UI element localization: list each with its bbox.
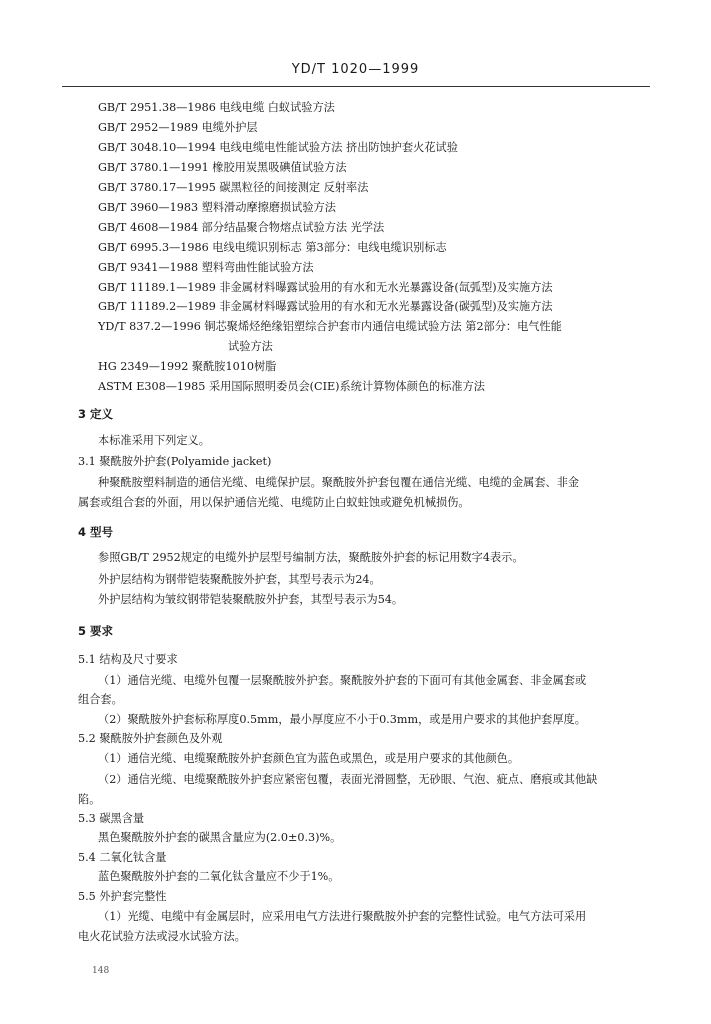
subsection-5-1-item: 组合套。	[78, 693, 123, 706]
reference-item: GB/T 11189.2—1989 非金属材料曝露试验用的有水和无水光暴露设备(碳弧型)及实施方法	[98, 300, 553, 313]
subsection-5-3-title: 5.3 碳黑含量	[78, 812, 145, 825]
reference-item: GB/T 2951.38—1986 电线电缆 白蚁试验方法	[98, 101, 335, 114]
subsection-5-1-title: 5.1 结构及尺寸要求	[78, 653, 178, 666]
definition-3-1-title: 3.1 聚酰胺外护套(Polyamide jacket)	[78, 455, 272, 468]
subsection-5-5-item: （1）光缆、电缆中有金属层时，应采用电气方法进行聚酰胺外护套的完整性试验。电气方法可采用	[98, 910, 587, 923]
section-4-title: 4 型号	[78, 525, 114, 539]
subsection-5-1-item: （1）通信光缆、电缆外包覆一层聚酰胺外护套。聚酰胺外护套的下面可有其他金属套、非金属套或	[98, 674, 587, 687]
reference-item: HG 2349—1992 聚酰胺1010树脂	[98, 360, 277, 373]
reference-item: GB/T 3960—1983 塑料滑动摩擦磨损试验方法	[98, 201, 336, 214]
subsection-5-5-title: 5.5 外护套完整性	[78, 890, 167, 903]
header-rule	[62, 86, 650, 87]
section-3-intro: 本标准采用下列定义。	[98, 434, 210, 447]
section-4-paragraph: 外护层结构为钢带铠装聚酰胺外护套，其型号表示为24。	[98, 573, 381, 586]
reference-item: GB/T 9341—1988 塑料弯曲性能试验方法	[98, 261, 314, 274]
reference-item: ASTM E308—1985 采用国际照明委员会(CIE)系统计算物体颜色的标准方法	[98, 380, 485, 393]
subsection-5-2-title: 5.2 聚酰胺外护套颜色及外观	[78, 732, 223, 745]
reference-item: GB/T 3048.10—1994 电线电缆电性能试验方法 挤出防蚀护套火花试验	[98, 141, 458, 154]
section-5-title: 5 要求	[78, 624, 114, 638]
reference-item: GB/T 11189.1—1989 非金属材料曝露试验用的有水和无水光暴露设备(氙弧型)及实施方法	[98, 281, 553, 294]
section-4-paragraph: 参照GB/T 2952规定的电缆外护层型号编制方法，聚酰胺外护套的标记用数字4表示。	[98, 551, 524, 564]
reference-item: GB/T 3780.1—1991 橡胶用炭黑吸碘值试验方法	[98, 161, 347, 174]
subsection-5-4-title: 5.4 二氧化钛含量	[78, 851, 167, 864]
subsection-5-2-item: 陷。	[78, 793, 101, 806]
definition-3-1-text: 属套或组合套的外面，用以保护通信光缆、电缆防止白蚁蛀蚀或避免机械损伤。	[78, 496, 470, 509]
section-3-title: 3 定义	[78, 407, 114, 421]
reference-item: YD/T 837.2—1996 铜芯聚烯烃绝缘铝塑综合护套市内通信电缆试验方法 第2部分：电气性能	[98, 320, 562, 333]
definition-3-1-text: 种聚酰胺塑料制造的通信光缆、电缆保护层。聚酰胺外护套包覆在通信光缆、电缆的金属套、非金	[98, 476, 580, 489]
section-4-paragraph: 外护层结构为皱纹钢带铠装聚酰胺外护套，其型号表示为54。	[98, 593, 404, 606]
subsection-5-3-text: 黑色聚酰胺外护套的碳黑含量应为(2.0±0.3)%。	[98, 831, 342, 844]
subsection-5-4-text: 蓝色聚酰胺外护套的二氧化钛含量应不少于1%。	[98, 870, 340, 883]
subsection-5-2-item: （1）通信光缆、电缆聚酰胺外护套颜色宜为蓝色或黑色，或是用户要求的其他颜色。	[98, 752, 520, 765]
subsection-5-2-item: （2）通信光缆、电缆聚酰胺外护套应紧密包覆，表面光滑圆整，无砂眼、气泡、疵点、磨痕或其他缺	[98, 773, 598, 786]
reference-item: GB/T 3780.17—1995 碳黑粒径的间接测定 反射率法	[98, 181, 369, 194]
reference-item: GB/T 2952—1989 电缆外护层	[98, 121, 258, 134]
page-header: YD/T 1020—1999	[291, 62, 420, 77]
reference-item-continuation: 试验方法	[228, 340, 273, 353]
subsection-5-1-item: （2）聚酰胺外护套标称厚度0.5mm，最小厚度应不小于0.3mm，或是用户要求的其他护套厚度。	[98, 713, 586, 726]
subsection-5-5-item: 电火花试验方法或浸水试验方法。	[78, 930, 246, 943]
page-number: 148	[92, 966, 110, 976]
reference-item: GB/T 6995.3—1986 电线电缆识别标志 第3部分：电线电缆识别标志	[98, 241, 447, 254]
reference-item: GB/T 4608—1984 部分结晶聚合物熔点试验方法 光学法	[98, 221, 385, 234]
